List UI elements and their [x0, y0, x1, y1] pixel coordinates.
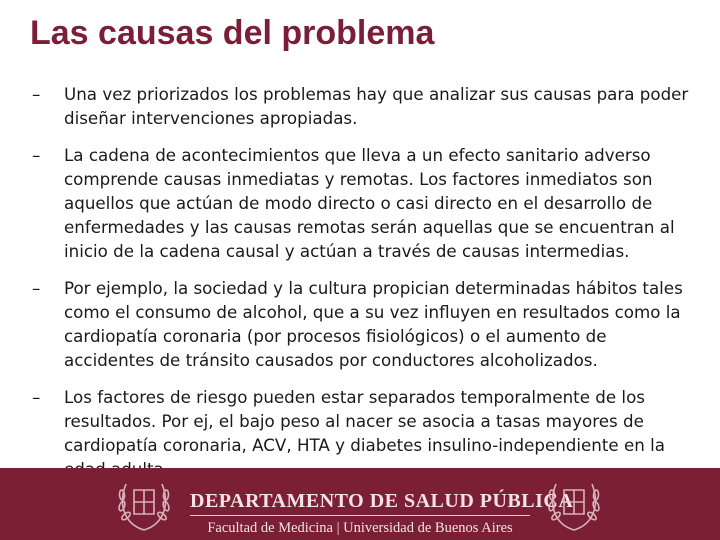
department-name: DEPARTAMENTO DE SALUD PÚBLICA: [190, 490, 574, 512]
bullet-text: Los factores de riesgo pueden estar separados temporalmente de los resultados. Por ej, el bajo peso al nacer se asocia a tasas mayores de cardiopatía coronaria, ACV, HTA y diabetes insulino-independiente en la: [64, 387, 666, 455]
bullet-dash: –: [32, 278, 41, 298]
bullet-item: [30, 82, 690, 130]
bullet-dash: –: [32, 145, 41, 165]
bullet-item: [30, 385, 690, 481]
footer-text-block: [190, 490, 574, 537]
bullet-text: Por ejemplo, la sociedad y la cultura propician determinadas hábitos tales como el consumo de alcohol, que a su vez influyen en resultados como la cardiopatía coronaria (por procesos fisiológicos) o el aumento de accidentes de tránsito causados por conductores alcoholizados.: [64, 278, 683, 370]
page-title: Las causas del problema: [30, 14, 435, 52]
bullet-dash: –: [32, 387, 41, 407]
bullet-item: [30, 276, 690, 372]
bullet-text: Una vez priorizados los problemas hay que analizar sus causas para poder diseñar intervenciones apropiadas.: [64, 84, 689, 128]
footer-banner: [0, 468, 720, 540]
laurel-emblem-icon: [110, 470, 178, 538]
bullet-text: La cadena de acontecimientos que lleva a un efecto sanitario adverso comprende causas inmediatas y remotas. Los factores inmediatos son aquellos que actúan de modo directo o casi directo en el desarrollo de enfermedades y las causas remotas serán aquellas que se encuentran al inicio de la cadena causal y actúan a través de causas intermedias.: [64, 145, 675, 261]
laurel-emblem-icon: [540, 470, 608, 538]
bullet-list: [30, 82, 690, 494]
bullet-item: [30, 143, 690, 263]
bullet-dash: –: [32, 84, 41, 104]
faculty-name: Facultad de Medicina | Universidad de Buenos Aires: [190, 515, 530, 537]
